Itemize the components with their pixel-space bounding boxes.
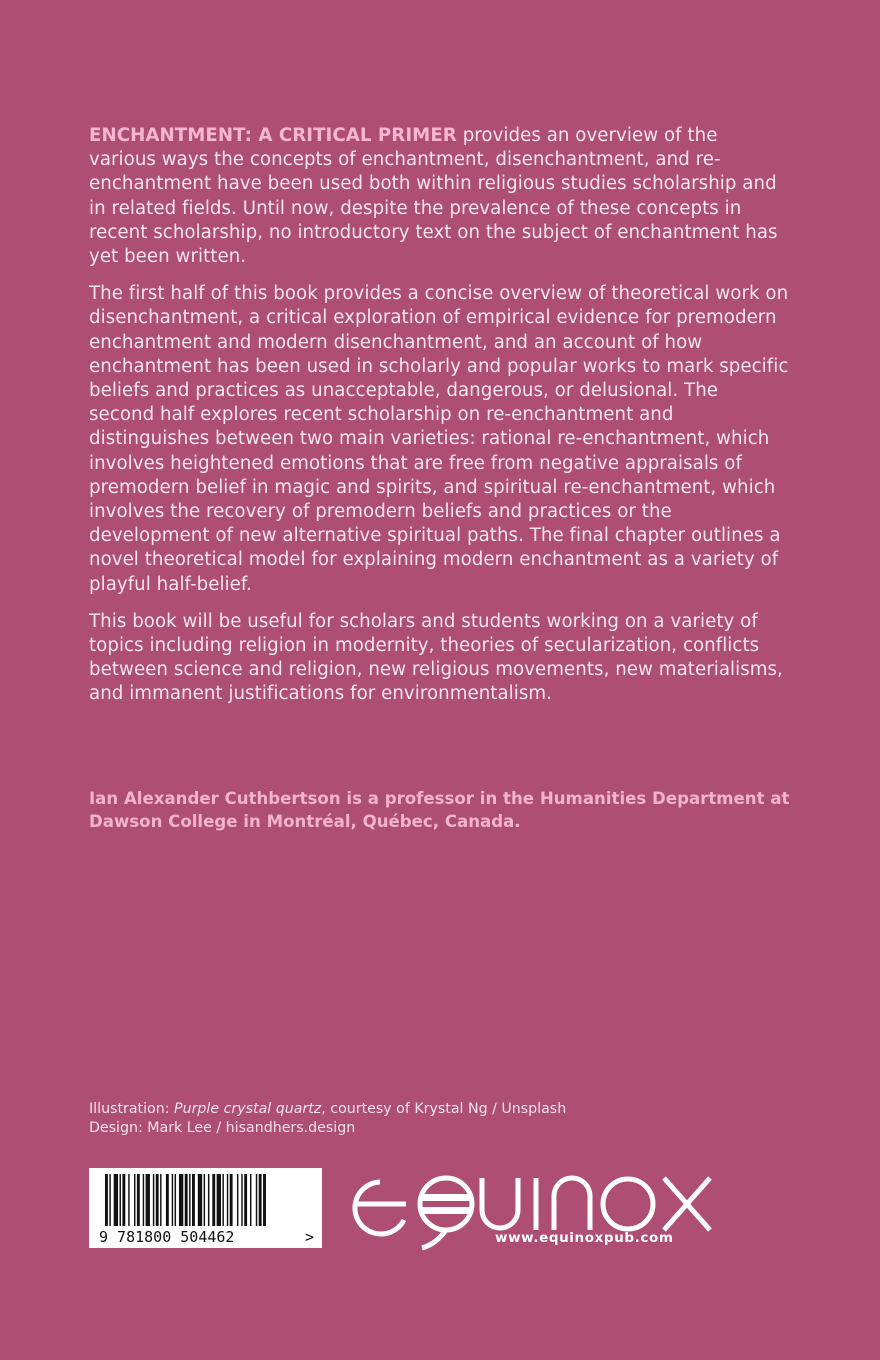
barcode-bar [128,1174,129,1226]
author-bio: Ian Alexander Cuthbertson is a professor in the Humanities Department at Dawson College in Montréal, Québec, Canada. [89,789,790,831]
barcode-bar [109,1174,110,1226]
barcode-bar [222,1174,223,1226]
blurb-paragraph-3: This book will be useful for scholars and students working on a variety of topics including religion in modernity, theories of secularization, conflicts between science and religion, new religious movements, new materialisms, and immanent justifications for environmentalism. [89,610,783,705]
logo-letter-o [603,1179,653,1229]
barcode-bar [175,1174,176,1226]
barcode-bar [217,1174,221,1226]
barcode-bar [122,1174,125,1226]
illustration-credit: Illustration: Purple crystal quartz, courtesy of Krystal Ng / Unsplash [89,1101,567,1117]
barcode-bar [120,1174,121,1226]
barcode-bar [143,1174,144,1226]
barcode-bar [241,1174,242,1226]
book-title-caps: ENCHANTMENT: A CRITICAL PRIMER [89,125,457,146]
barcode-arrow: > [305,1228,315,1246]
barcode-bar [198,1174,202,1226]
barcode-bar [204,1174,205,1226]
back-cover-blurb [89,124,789,720]
blurb-paragraph-1-text: provides an overview of the various ways the concepts of enchantment, disenchantment, and re-enchantment have been used both within religious studies scholarship and in related fields. Until now, despite the prevalence of these concepts in recent scholarship, no introductory text on the subject of enchantment has yet been written. [89,125,778,268]
barcode-bar [179,1174,183,1226]
isbn-barcode [89,1168,322,1248]
isbn-digits: 9 781800 504462 [99,1228,235,1246]
barcode-bar [212,1174,215,1226]
illustration-title: Purple crystal quartz [174,1101,322,1117]
barcode-bar [250,1174,251,1226]
barcode-bar [259,1174,262,1226]
barcode-bar [146,1174,150,1226]
barcode-bar [256,1174,257,1226]
barcode-bar [208,1174,209,1226]
barcode-bar [244,1174,247,1226]
barcode-bar [114,1174,118,1226]
barcode-bar [134,1174,135,1226]
barcode-bar [192,1174,195,1226]
barcode-bar [137,1174,140,1226]
barcode-bar [160,1174,161,1226]
barcode-bar [153,1174,154,1226]
barcode-bars [89,1168,322,1248]
credits [89,1100,809,1138]
design-credit: Design: Mark Lee / hisandhers.design [89,1120,356,1136]
barcode-bar [185,1174,188,1226]
publisher-url: www.equinoxpub.com [495,1230,674,1246]
barcode-bar [156,1174,159,1226]
barcode-bar [166,1174,169,1226]
logo-letter-n [554,1178,590,1230]
barcode-bar [230,1174,233,1226]
logo-letter-u [482,1178,518,1228]
barcode-bar [263,1174,266,1226]
logo-letter-e [355,1182,404,1234]
barcode-bar [227,1174,228,1226]
barcode-bar [105,1174,108,1226]
barcode-bar [237,1174,238,1226]
barcode-bar [172,1174,173,1226]
barcode-bar [189,1174,190,1226]
logo-letter-q [420,1178,472,1230]
blurb-paragraph-1 [89,124,789,269]
blurb-paragraph-2: The first half of this book provides a concise overview of theoretical work on disenchantment, a critical exploration of empirical evidence for premodern enchantment and modern disenchantment, and an account of how enchantment has been used in scholarly and popular works to mark specific beliefs and practices as unacceptable, dangerous, or delusional. The second half explores recent scholarship on re-enchantment and distinguishes between two main varieties: rational re-enchantment, which involves heightened emotions that are free from negative appraisals of premodern belief in magic and spirits, and spiritual re-enchantment, which involves the recovery of premodern beliefs and practices or the development of new alternative spiritual paths. The final chapter outlines a novel theoretical model for explaining modern enchantment as a variety of playful half-belief. [89,283,789,595]
